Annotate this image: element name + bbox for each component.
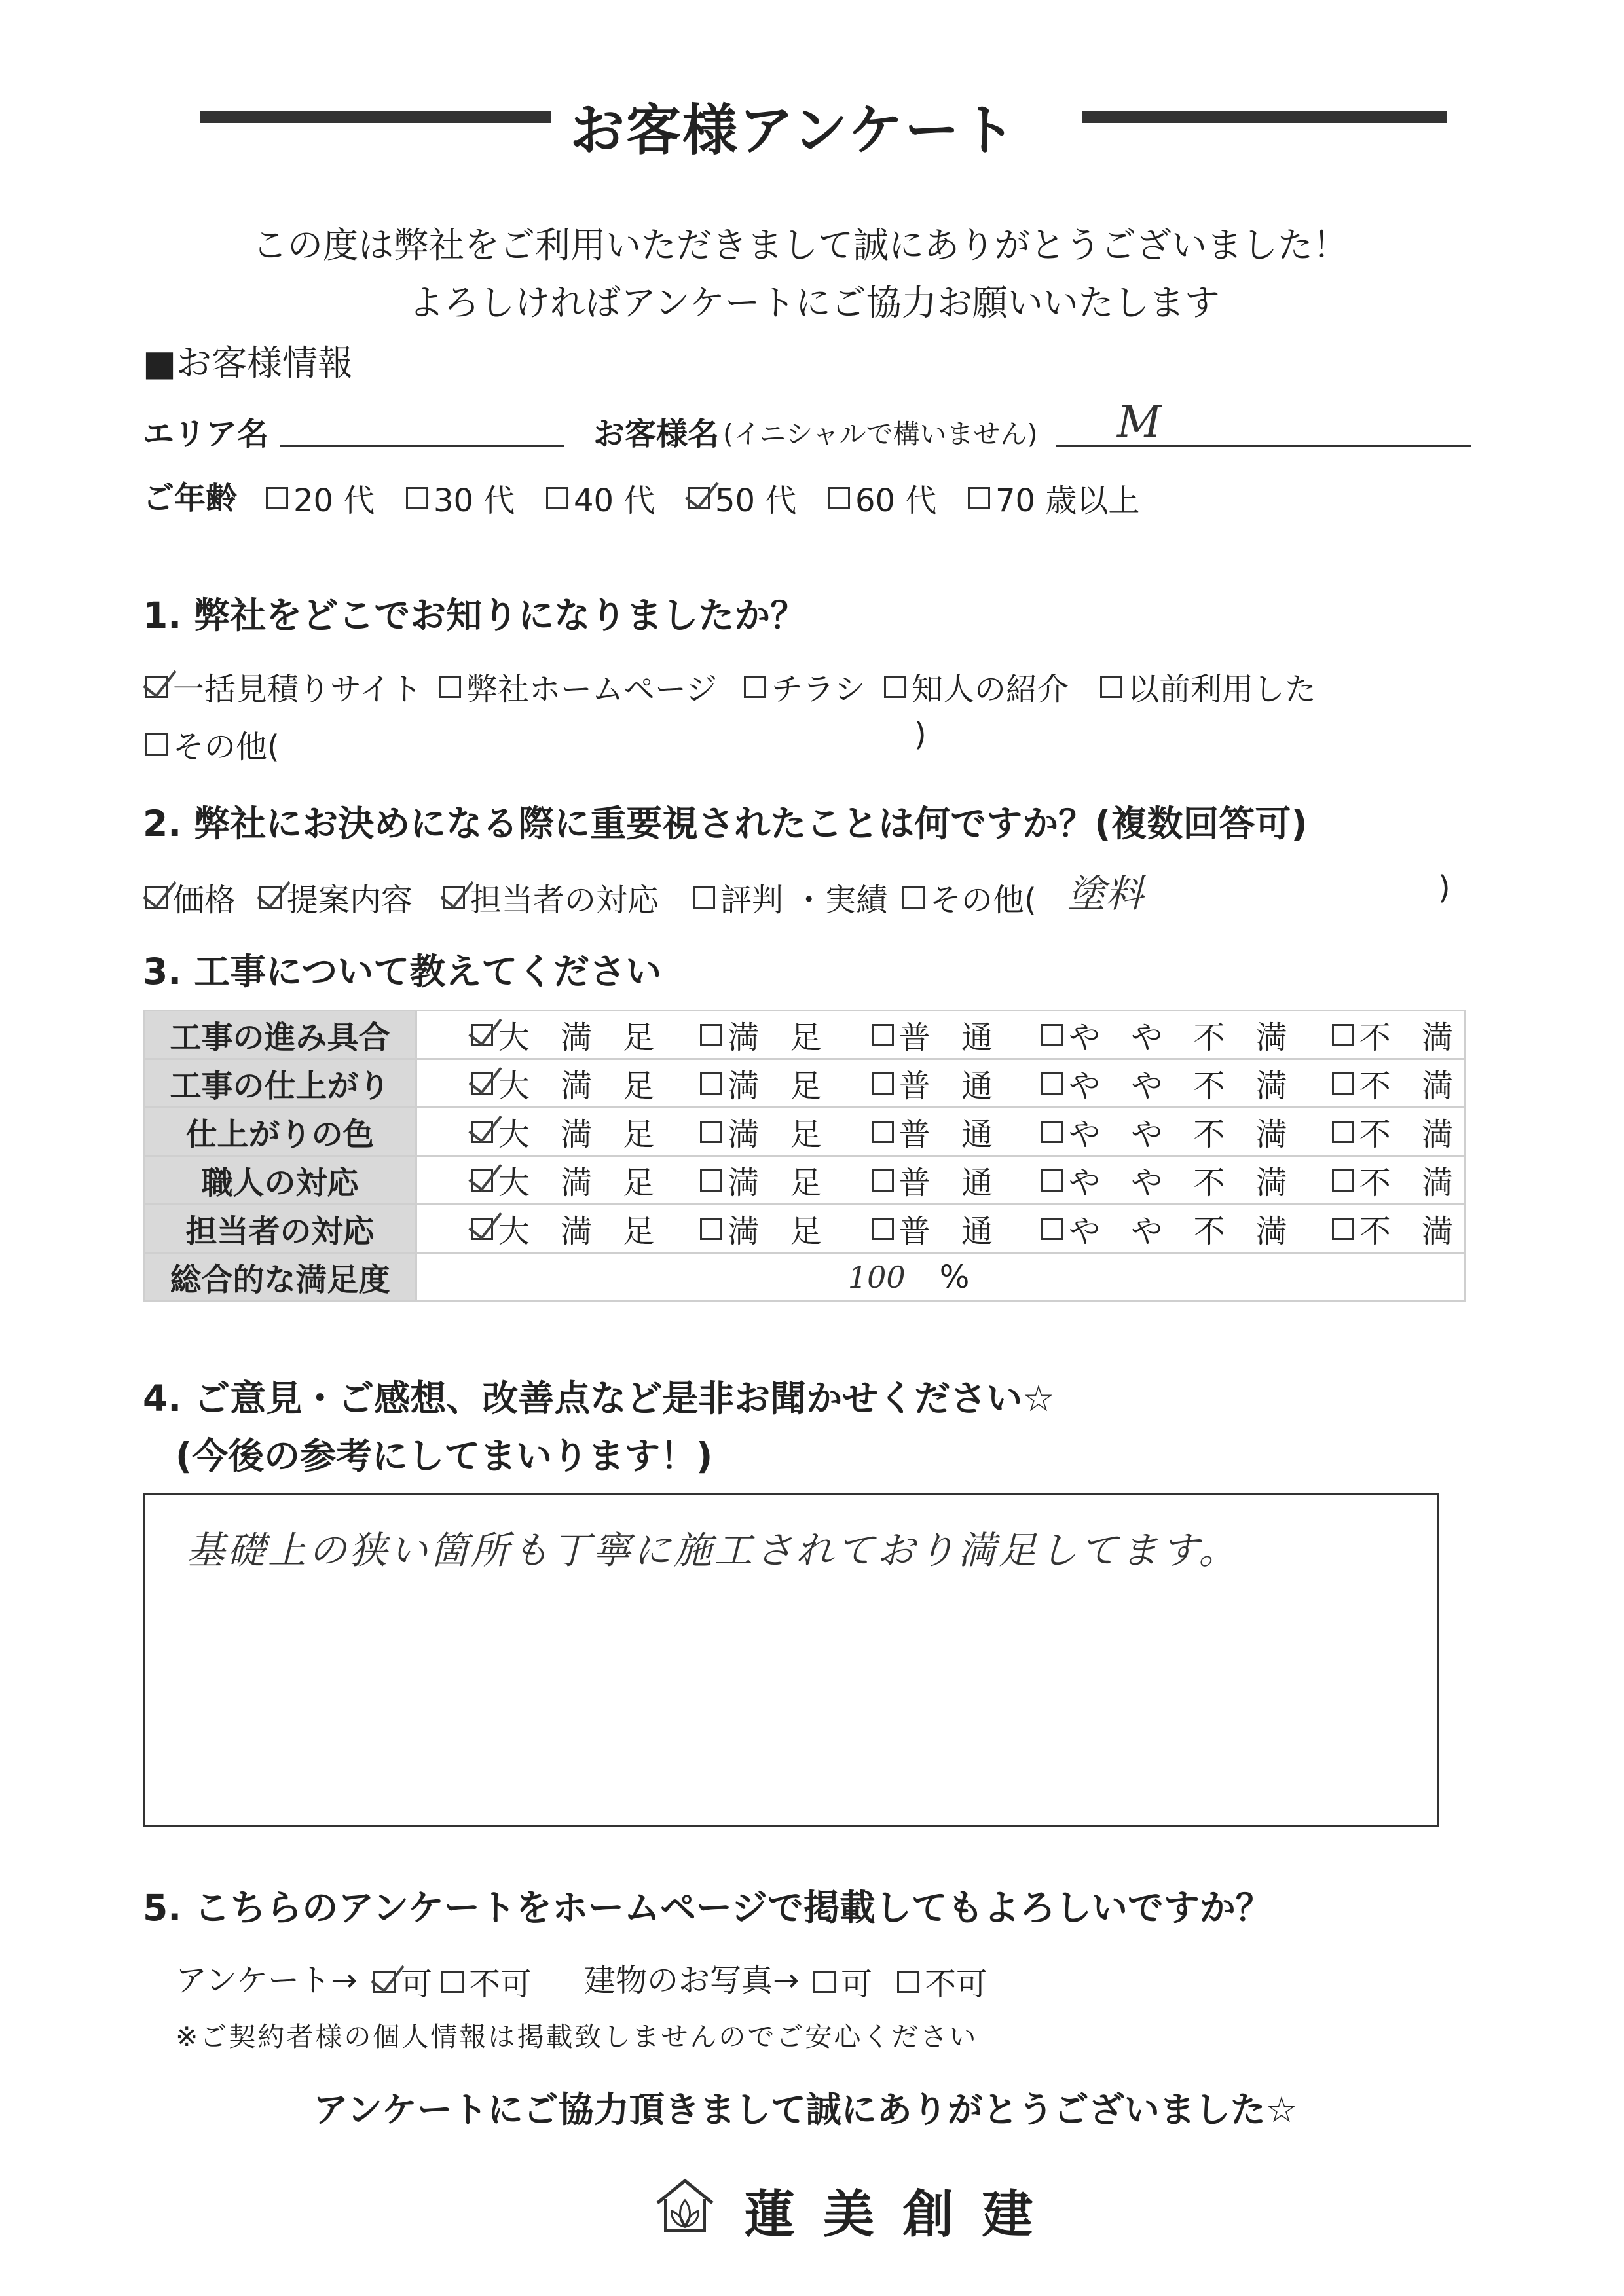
checkbox-icon — [441, 1971, 464, 1993]
rating-option-label: 普 通 — [898, 1116, 1003, 1153]
page-title: お客様アンケート — [570, 98, 1017, 162]
q5-heading: 5. こちらのアンケートをホームページで掲載してもよろしいですか？ — [143, 1887, 1272, 1929]
comment-box[interactable] — [143, 1493, 1439, 1827]
photo-publish-label: 建物のお写真→ — [584, 1962, 800, 1999]
rating-row-label: 工事の進み具合 — [144, 1011, 416, 1059]
rating-option-neutral[interactable] — [872, 1206, 1003, 1251]
rating-option-neutral[interactable] — [872, 1109, 1003, 1154]
checkbox-icon — [828, 487, 850, 509]
checkbox-icon — [872, 1024, 894, 1046]
satisfaction-table — [143, 1010, 1466, 1302]
checkbox-icon — [1332, 1072, 1354, 1095]
table-row — [144, 1253, 1465, 1302]
checkbox-icon — [872, 1169, 894, 1192]
checkbox-icon — [1041, 1121, 1063, 1143]
table-row — [144, 1156, 1465, 1205]
checkbox-icon — [902, 886, 925, 909]
rating-option-label: 不 満 — [1359, 1213, 1464, 1250]
overall-cell[interactable] — [416, 1253, 1464, 1302]
lotus-house-logo — [652, 2177, 718, 2237]
table-row — [144, 1059, 1465, 1108]
rating-option-label: 大 満 足 — [498, 1213, 665, 1250]
rating-option-satisfied[interactable] — [700, 1012, 832, 1057]
q2-option-label: 評判 ・実績 — [720, 882, 888, 919]
area-field[interactable] — [280, 445, 564, 447]
checkbox-icon — [1332, 1024, 1354, 1046]
rating-row-label: 担当者の対応 — [144, 1205, 416, 1253]
overall-value-wrap — [417, 1254, 1464, 1300]
rating-row-label: 職人の対応 — [144, 1156, 416, 1205]
q4-heading: 4. ご意見・ご感想、改善点など是非お聞かせください☆ — [143, 1377, 1055, 1419]
checkbox-icon — [1332, 1121, 1354, 1143]
age-option-label: 70 歳以上 — [995, 483, 1140, 519]
q1-option-bulk-estimate[interactable] — [145, 664, 422, 709]
name-label: お客様名 — [593, 416, 720, 452]
q1-option-other[interactable] — [145, 721, 280, 767]
company-name: 蓮 美 創 建 — [744, 2185, 1039, 2244]
rating-options — [416, 1205, 1464, 1253]
q2-option-price[interactable] — [145, 875, 236, 920]
rating-option-label: や や 不 満 — [1068, 1116, 1298, 1153]
age-option-50[interactable] — [688, 475, 796, 520]
table-row — [144, 1205, 1465, 1253]
checkbox-icon — [700, 1218, 722, 1240]
rating-option-label: 満 足 — [728, 1068, 832, 1104]
checkbox-icon — [1041, 1169, 1063, 1192]
age-option-30[interactable] — [406, 475, 515, 520]
checkbox-icon — [406, 487, 428, 509]
rating-option-somewhat-dissatisfied[interactable] — [1041, 1012, 1298, 1057]
option-label: 可 — [401, 1966, 433, 2003]
checkbox-icon — [266, 487, 288, 509]
option-label: 不可 — [925, 1966, 988, 2003]
rating-row-label: 工事の仕上がり — [144, 1059, 416, 1108]
checkbox-icon — [700, 1121, 722, 1143]
title-rule-right — [1082, 111, 1447, 123]
q2-option-staff[interactable] — [443, 875, 659, 920]
q1-option-flyer[interactable] — [744, 664, 866, 709]
rating-option-very-satisfied[interactable] — [471, 1157, 665, 1203]
rating-option-somewhat-dissatisfied[interactable] — [1041, 1206, 1298, 1251]
checkbox-icon — [700, 1072, 722, 1095]
q1-heading: 1. 弊社をどこでお知りになりましたか？ — [143, 594, 807, 636]
q4-subheading: (今後の参考にしてまいります！) — [175, 1435, 713, 1477]
option-label: 不可 — [469, 1966, 532, 2003]
name-note: (イニシャルで構いません) — [723, 418, 1038, 450]
checkbox-icon — [1041, 1024, 1063, 1046]
q1-option-referral[interactable] — [884, 664, 1069, 709]
q2-option-label: 提案内容 — [287, 882, 413, 919]
checkbox-checked-icon — [373, 1971, 396, 1993]
age-option-70[interactable] — [968, 475, 1139, 520]
q1-option-label: 一括見積りサイト — [173, 671, 422, 708]
checkbox-icon — [1332, 1218, 1354, 1240]
checkbox-icon — [872, 1072, 894, 1095]
rating-options — [416, 1059, 1464, 1108]
q1-option-label: チラシ — [771, 671, 866, 708]
thanks-message: アンケートにご協力頂きまして誠にありがとうございました☆ — [313, 2089, 1298, 2130]
rating-choices — [417, 1060, 1464, 1106]
checkbox-checked-icon — [145, 676, 168, 698]
rating-option-somewhat-dissatisfied[interactable] — [1041, 1109, 1298, 1154]
checkbox-icon — [145, 733, 168, 756]
checkbox-checked-icon — [688, 487, 710, 509]
photo-publish-no[interactable] — [897, 1959, 987, 2004]
customer-info-heading: ■お客様情報 — [143, 342, 354, 384]
checkbox-icon — [813, 1971, 836, 1993]
rating-option-label: 大 満 足 — [498, 1068, 665, 1104]
overall-value: 100 — [847, 1259, 906, 1295]
rating-option-very-satisfied[interactable] — [471, 1206, 665, 1251]
rating-option-satisfied[interactable] — [700, 1109, 832, 1154]
rating-option-label: 満 足 — [728, 1213, 832, 1250]
checkbox-checked-icon — [471, 1024, 493, 1046]
checkbox-checked-icon — [471, 1169, 493, 1192]
rating-choices — [417, 1108, 1464, 1155]
checkbox-icon — [439, 676, 461, 698]
rating-option-label: 普 通 — [898, 1213, 1003, 1250]
q2-option-reputation[interactable] — [693, 875, 887, 920]
rating-option-dissatisfied[interactable] — [1332, 1061, 1464, 1106]
rating-option-neutral[interactable] — [872, 1157, 1003, 1203]
rating-option-label: 大 満 足 — [498, 1019, 665, 1056]
rating-option-very-satisfied[interactable] — [471, 1012, 665, 1057]
checkbox-icon — [700, 1169, 722, 1192]
age-option-60[interactable] — [828, 475, 936, 520]
rating-option-label: 大 満 足 — [498, 1165, 665, 1201]
q1-other-label: その他( — [173, 729, 280, 765]
option-label: 可 — [841, 1966, 873, 2003]
rating-option-label: 普 通 — [898, 1019, 1003, 1056]
checkbox-icon — [968, 487, 990, 509]
checkbox-icon — [1041, 1072, 1063, 1095]
q2-other-close: ) — [1438, 869, 1450, 906]
q2-other-label: その他( — [930, 882, 1037, 919]
q1-option-label: 弊社ホームページ — [466, 671, 718, 708]
rating-option-neutral[interactable] — [872, 1061, 1003, 1106]
q2-other-value[interactable]: 塗料 — [1067, 871, 1144, 916]
q2-heading: 2. 弊社にお決めになる際に重要視されたことは何ですか？(複数回答可) — [143, 803, 1308, 845]
rating-option-label: 不 満 — [1359, 1116, 1464, 1153]
checkbox-checked-icon — [471, 1218, 493, 1240]
checkbox-checked-icon — [443, 886, 465, 909]
checkbox-checked-icon — [471, 1121, 493, 1143]
survey-publish-yes[interactable] — [373, 1959, 432, 2004]
rating-option-very-satisfied[interactable] — [471, 1109, 665, 1154]
q1-option-previous[interactable] — [1100, 664, 1316, 709]
rating-option-label: や や 不 満 — [1068, 1165, 1298, 1201]
q2-option-other[interactable] — [902, 875, 1037, 920]
age-label: ご年齢 — [143, 480, 238, 517]
rating-options — [416, 1011, 1464, 1059]
checkbox-icon — [872, 1218, 894, 1240]
table-row — [144, 1011, 1465, 1059]
age-option-20[interactable] — [266, 475, 375, 520]
age-option-label: 20 代 — [293, 483, 375, 519]
rating-option-label: 大 満 足 — [498, 1116, 665, 1153]
intro-line-1: この度は弊社をご利用いただきまして誠にありがとうございました！ — [252, 225, 1348, 266]
survey-publish-no[interactable] — [441, 1959, 532, 2004]
rating-option-satisfied[interactable] — [700, 1061, 832, 1106]
photo-publish-yes[interactable] — [813, 1959, 872, 2004]
checkbox-icon — [700, 1024, 722, 1046]
checkbox-icon — [884, 676, 906, 698]
rating-option-neutral[interactable] — [872, 1012, 1003, 1057]
overall-label: 総合的な満足度 — [144, 1253, 416, 1302]
checkbox-checked-icon — [259, 886, 282, 909]
rating-choices — [417, 1157, 1464, 1203]
rating-option-label: 満 足 — [728, 1165, 832, 1201]
rating-option-label: 不 満 — [1359, 1165, 1464, 1201]
rating-option-label: や や 不 満 — [1068, 1213, 1298, 1250]
rating-option-very-satisfied[interactable] — [471, 1061, 665, 1106]
q3-heading: 3. 工事について教えてください — [143, 951, 662, 993]
age-option-40[interactable] — [546, 475, 655, 520]
rating-option-label: 満 足 — [728, 1116, 832, 1153]
checkbox-checked-icon — [471, 1072, 493, 1095]
rating-option-satisfied[interactable] — [700, 1157, 832, 1203]
q2-option-label: 価格 — [173, 882, 236, 919]
checkbox-icon — [1100, 676, 1122, 698]
checkbox-icon — [1041, 1218, 1063, 1240]
checkbox-icon — [693, 886, 715, 909]
rating-option-somewhat-dissatisfied[interactable] — [1041, 1157, 1298, 1203]
rating-choices — [417, 1205, 1464, 1252]
rating-option-label: 普 通 — [898, 1068, 1003, 1104]
rating-choices — [417, 1011, 1464, 1058]
q2-option-proposal[interactable] — [259, 875, 413, 920]
age-option-label: 30 代 — [434, 483, 515, 519]
checkbox-checked-icon — [145, 886, 168, 909]
area-label: エリア名 — [143, 416, 269, 452]
comment-text: 基礎上の狭い箇所も丁寧に施工されており満足してます。 — [187, 1528, 1240, 1573]
privacy-note: ※ご契約者様の個人情報は掲載致しませんのでご安心ください — [175, 2021, 978, 2052]
survey-publish-label: アンケート→ — [175, 1962, 358, 1999]
title-rule-left — [200, 111, 551, 123]
rating-option-label: や や 不 満 — [1068, 1019, 1298, 1056]
checkbox-icon — [546, 487, 568, 509]
rating-option-dissatisfied[interactable] — [1332, 1206, 1464, 1251]
overall-unit: % — [939, 1258, 970, 1296]
rating-option-label: や や 不 満 — [1068, 1068, 1298, 1104]
checkbox-icon — [872, 1121, 894, 1143]
rating-option-dissatisfied[interactable] — [1332, 1012, 1464, 1057]
rating-options — [416, 1156, 1464, 1205]
rating-option-label: 不 満 — [1359, 1019, 1464, 1056]
age-option-label: 60 代 — [855, 483, 937, 519]
rating-option-dissatisfied[interactable] — [1332, 1157, 1464, 1203]
rating-row-label: 仕上がりの色 — [144, 1108, 416, 1156]
rating-options — [416, 1108, 1464, 1156]
rating-option-somewhat-dissatisfied[interactable] — [1041, 1061, 1298, 1106]
q1-option-homepage[interactable] — [439, 664, 717, 709]
rating-option-satisfied[interactable] — [700, 1206, 832, 1251]
q1-other-close: ) — [914, 716, 927, 753]
checkbox-icon — [744, 676, 766, 698]
rating-option-label: 普 通 — [898, 1165, 1003, 1201]
rating-option-dissatisfied[interactable] — [1332, 1109, 1464, 1154]
rating-option-label: 満 足 — [728, 1019, 832, 1056]
checkbox-icon — [1332, 1169, 1354, 1192]
q2-option-label: 担当者の対応 — [470, 882, 659, 919]
name-value: M — [1117, 397, 1162, 447]
age-option-label: 50 代 — [715, 483, 797, 519]
age-option-label: 40 代 — [574, 483, 655, 519]
table-row — [144, 1108, 1465, 1156]
intro-line-2: よろしければアンケートにご協力お願いいたします — [409, 282, 1220, 323]
checkbox-icon — [897, 1971, 919, 1993]
q1-option-label: 以前利用した — [1128, 671, 1317, 708]
rating-option-label: 不 満 — [1359, 1068, 1464, 1104]
q1-option-label: 知人の紹介 — [912, 671, 1069, 708]
